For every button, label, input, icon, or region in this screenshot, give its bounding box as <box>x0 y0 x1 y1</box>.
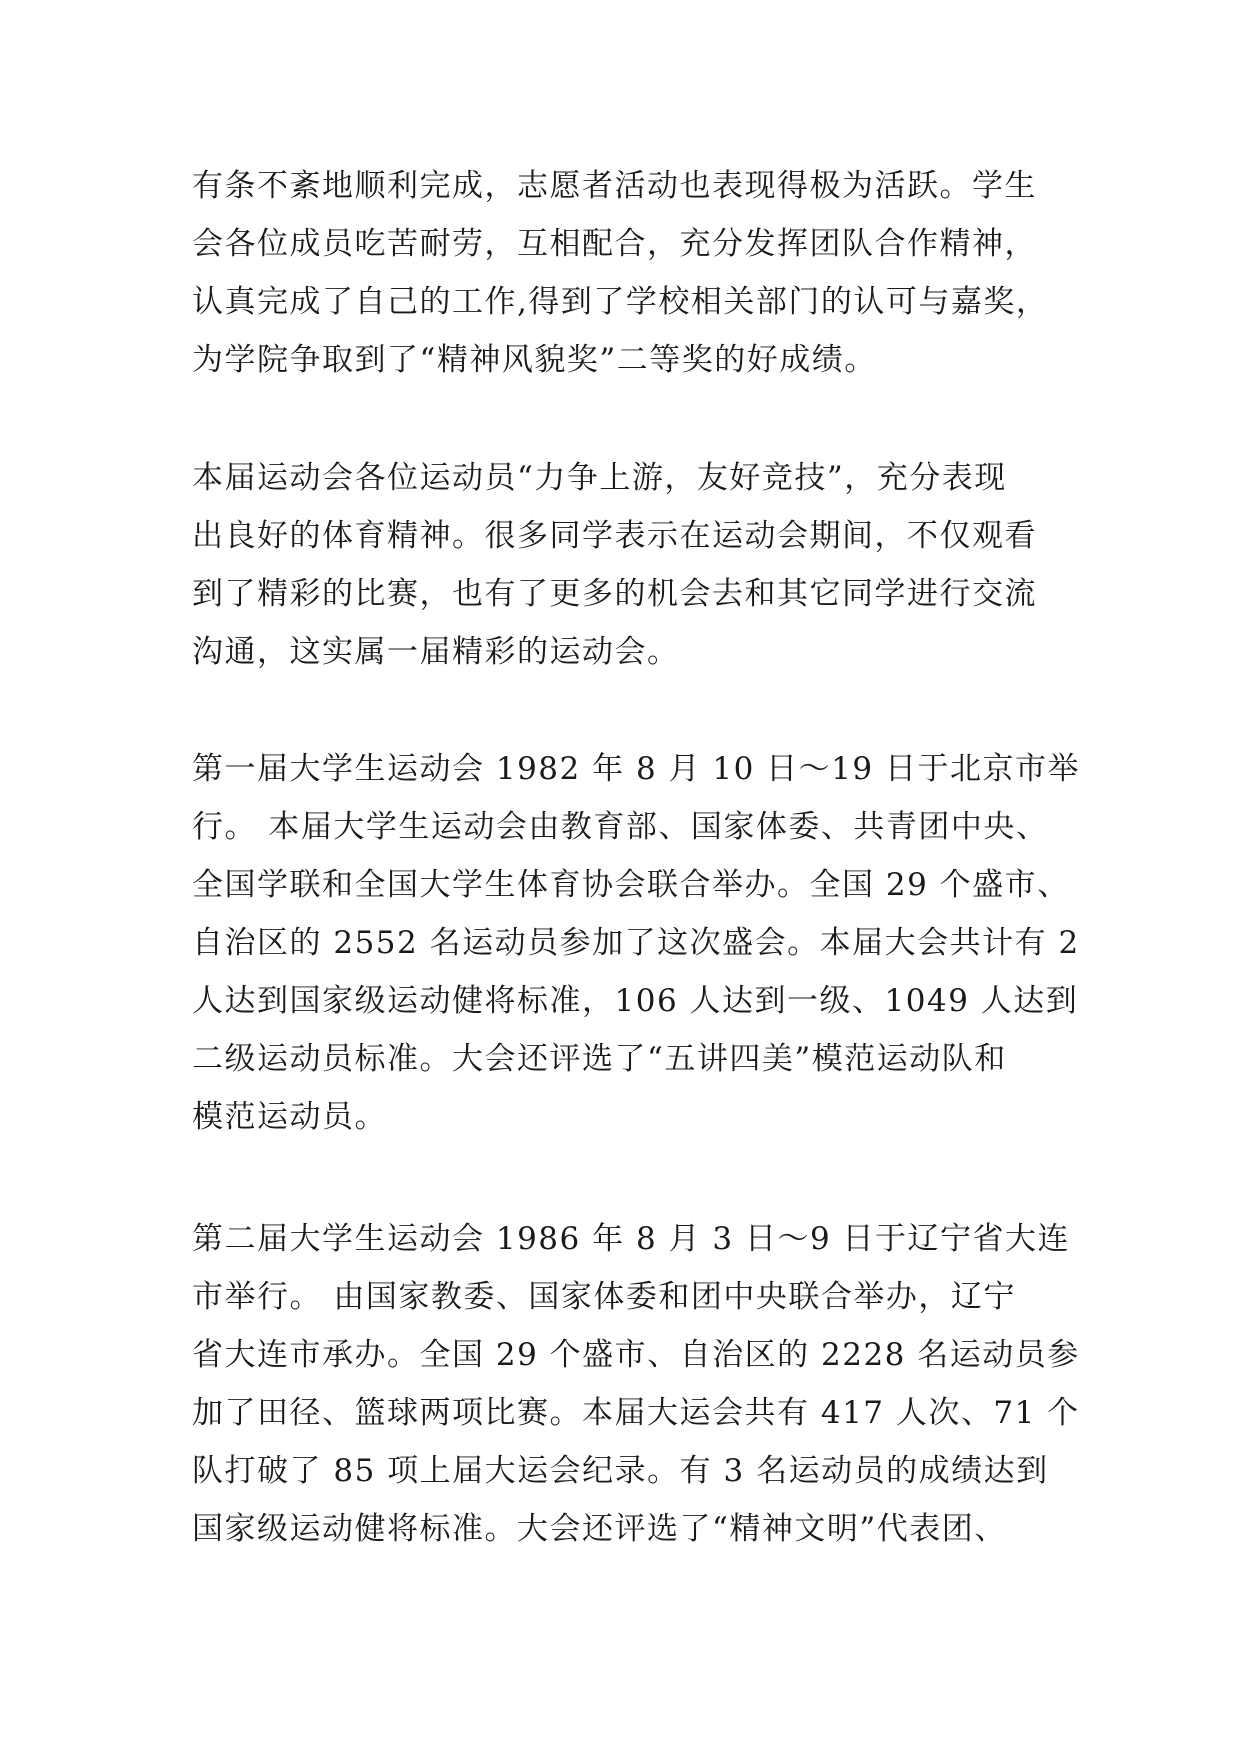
paragraph-athletes <box>192 449 1037 681</box>
text-line: 有条不紊地顺利完成，志愿者活动也表现得极为活跃。学生 <box>192 168 1037 204</box>
paragraph-student-union <box>192 157 1048 389</box>
text-line: 国家级运动健将标准。大会还评选了“精神文明”代表团、 <box>192 1511 1007 1547</box>
text-line: 会各位成员吃苦耐劳，互相配合，充分发挥团队合作精神， <box>192 226 1037 262</box>
text-line: 二级运动员标准。大会还评选了“五讲四美”模范运动队和 <box>192 1041 1007 1077</box>
text-line: 省大连市承办。全国 29 个盛市、自治区的 2228 名运动员参 <box>192 1337 1080 1373</box>
text-line: 市举行。 由国家教委、国家体委和团中央联合举办，辽宁 <box>192 1279 1016 1315</box>
text-line: 到了精彩的比赛，也有了更多的机会去和其它同学进行交流 <box>192 576 1037 612</box>
text-line: 行。 本届大学生运动会由教育部、国家体委、共青团中央、 <box>192 809 1049 845</box>
text-line: 第一届大学生运动会 1982 年 8 月 10 日～19 日于北京市举 <box>192 751 1080 787</box>
text-line: 模范运动员。 <box>192 1099 387 1135</box>
text-line: 沟通，这实属一届精彩的运动会。 <box>192 634 680 670</box>
text-line: 为学院争取到了“精神风貌奖”二等奖的好成绩。 <box>192 342 877 378</box>
text-line: 全国学联和全国大学生体育协会联合举办。全国 29 个盛市、 <box>192 867 1070 903</box>
paragraph-second-games <box>192 1210 1080 1558</box>
text-line: 队打破了 85 项上届大运会纪录。有 3 名运动员的成绩达到 <box>192 1453 1049 1489</box>
text-line: 人达到国家级运动健将标准，106 人达到一级、1049 人达到 <box>192 983 1079 1019</box>
text-line: 加了田径、篮球两项比赛。本届大运会共有 417 人次、71 个 <box>192 1395 1080 1431</box>
text-line: 出良好的体育精神。很多同学表示在运动会期间，不仅观看 <box>192 518 1037 554</box>
text-line: 本届运动会各位运动员“力争上游，友好竞技”，充分表现 <box>192 460 1007 496</box>
text-line: 第二届大学生运动会 1986 年 8 月 3 日～9 日于辽宁省大连 <box>192 1221 1071 1257</box>
text-line: 自治区的 2552 名运动员参加了这次盛会。本届大会共计有 2 <box>192 925 1080 961</box>
text-line: 认真完成了自己的工作,得到了学校相关部门的认可与嘉奖， <box>192 284 1049 320</box>
paragraph-first-games <box>192 740 1080 1146</box>
